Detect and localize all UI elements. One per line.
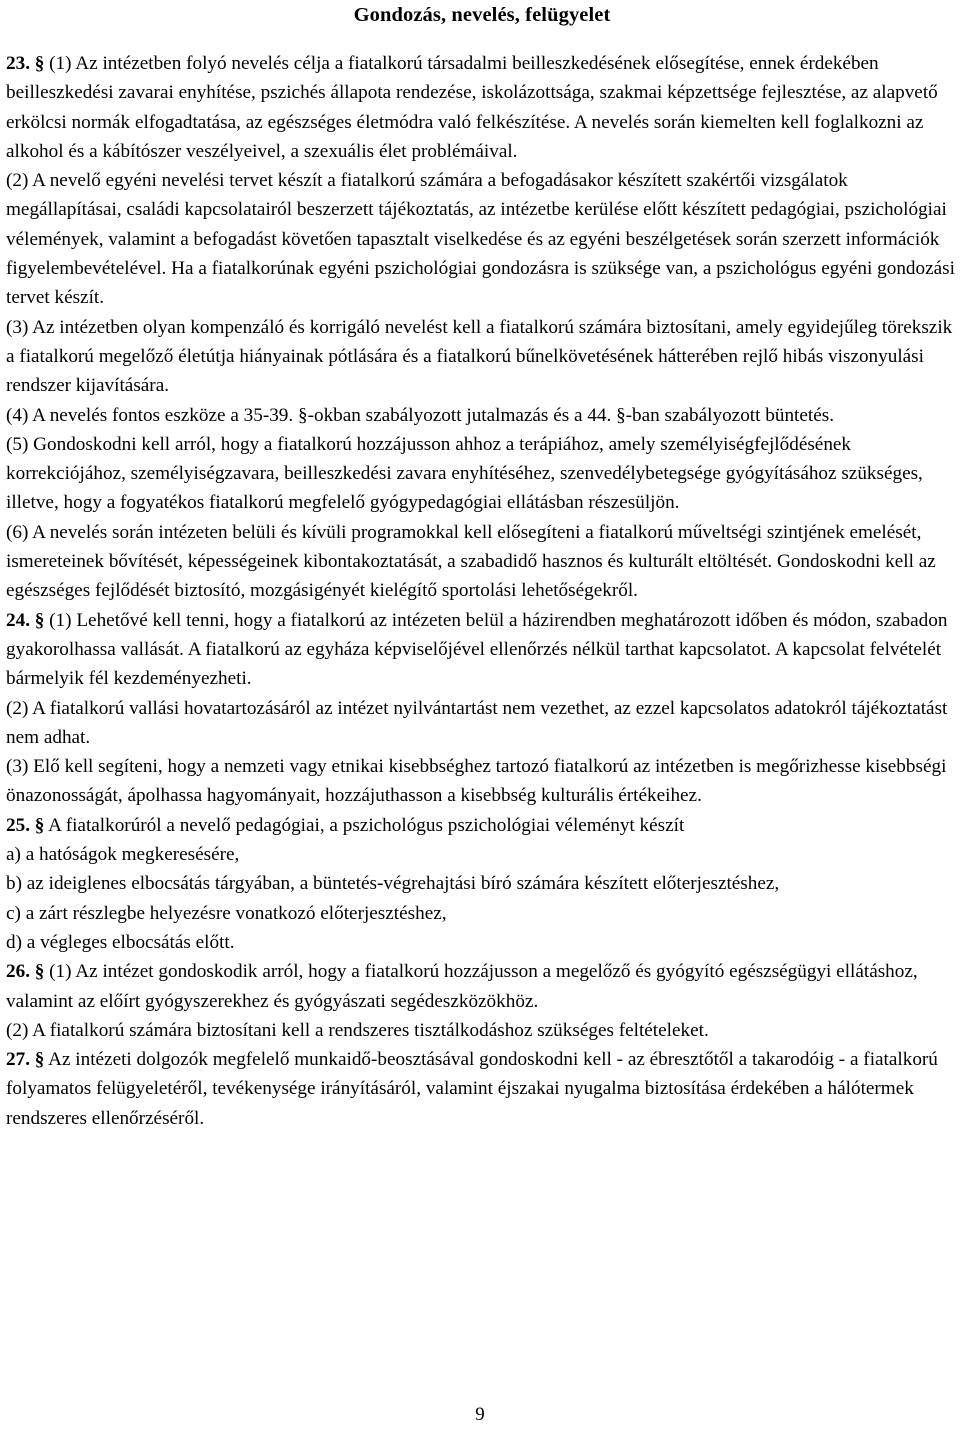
paragraph-26-1-text: (1) Az intézet gondoskodik arról, hogy a fiatalkorú hozzájusson a megelőző és gyógyító egészségügyi ellátáshoz, valamint az előírt gyógyszerekhez és gyógyászati segédeszközökhöz. xyxy=(6,961,918,1012)
paragraph-24-2: (2) A fiatalkorú vallási hovatartozásáról az intézet nyilvántartást nem vezethet, az ezzel kapcsolatos adatokról tájékoztatást nem adhat. xyxy=(6,697,948,748)
paragraph-26-2: (2) A fiatalkorú számára biztosítani kell a rendszeres tisztálkodáshoz szükséges feltételeket. xyxy=(6,1019,709,1041)
section-heading: Gondozás, nevelés, felügyelet xyxy=(353,4,611,26)
paragraph-26-1 xyxy=(6,957,958,1016)
paragraph-25-intro xyxy=(6,811,958,840)
document-body xyxy=(6,49,958,1133)
paragraph-23-1-text: (1) Az intézetben folyó nevelés célja a fiatalkorú társadalmi beilleszkedésének elősegítése, ennek érdekében beilleszkedési zavarai enyhítése, pszichés állapota rendezése, iskolázottsága, szakmai képzettsége fejlesztése, az alapvető erkölcsi normák elfogadtatása, az egészséges életmódra való felkészítése. xyxy=(6,53,938,133)
list-item-25-a: a) a hatóságok megkeresésére, xyxy=(6,844,240,866)
paragraph-23-5: (5) Gondoskodni kell arról, hogy a fiatalkorú hozzájusson ahhoz a terápiához, amely személyiségfejlődésének korrekciójához, személyiségzavara, beilleszkedési zavara enyhítéséhez, szenvedélybetegsége gyógyításához szükséges, illetve, hogy a fogyatékos fiatalkorú megfelelő gyógypedagógiai ellátásban részesüljön. xyxy=(6,433,923,514)
paragraph-24-3: (3) Elő kell segíteni, hogy a nemzeti vagy etnikai kisebbséghez tartozó fiatalkorú az intézetben is megőrizhesse kisebbségi önazonosságát, ápolhassa hagyományait, hozzájuthasson a kisebbség kulturális értékeihez. xyxy=(6,756,947,807)
paragraph-24-1-text: (1) Lehetővé kell tenni, hogy a fiatalkorú az intézeten belül a házirendben meghatározott időben és módon, szabadon gyakorolhassa vallását. A fiatalkorú az egyháza képviselőjével ellenőrzés nélkül tarthat kapcsolatot. A kapcsolat felvételét bármelyik fél kezdeményezheti. xyxy=(6,609,948,690)
list-item-25-b: b) az ideiglenes elbocsátás tárgyában, a büntetés-végrehajtási bíró számára készített előterjesztéshez, xyxy=(6,873,780,895)
paragraph-25-intro-text: A fiatalkorúról a nevelő pedagógiai, a pszichológus pszichológiai véleményt készít xyxy=(44,814,685,836)
document-page xyxy=(6,0,958,1133)
section-number-24: 24. § xyxy=(6,609,45,631)
section-number-26: 26. § xyxy=(6,961,45,983)
section-number-23: 23. § xyxy=(6,53,45,74)
list-item-25-d: d) a végleges elbocsátás előtt. xyxy=(6,931,235,953)
paragraph-23-1-text-b: A nevelés során kiemelten kell foglalkozni az alkohol és a kábítószer veszélyeivel, a szexuális élet problémáival. xyxy=(6,111,924,162)
section-number-25: 25. § xyxy=(6,814,45,836)
paragraph-24-1 xyxy=(6,606,958,694)
section-number-27: 27. § xyxy=(6,1049,45,1071)
paragraph-27-text: Az intézeti dolgozók megfelelő munkaidő-beosztásával gondoskodni kell - az ébresztőtől a takarodóig - a fiatalkorú folyamatos felügyeletéről, tevékenysége irányításáról, valamint éjszakai nyugalma biztosítása érdekében a hálótermek rendszeres ellenőrzéséről. xyxy=(6,1049,938,1129)
paragraph-27 xyxy=(6,1045,958,1133)
paragraph-23-6: (6) A nevelés során intézeten belüli és kívüli programokkal kell elősegíteni a fiatalkorú műveltségi szintjének emelését, ismereteinek bővítését, képességeinek kibontakoztatását, a szabadidő hasznos és kulturált eltöltését. Gondoskodni kell az egészséges fejlődését biztosító, mozgásigényét kielégítő sportolási lehetőségekről. xyxy=(6,521,936,602)
paragraph-23-3: (3) Az intézetben olyan kompenzáló és korrigáló nevelést kell a fiatalkorú számára biztosítani, amely egyidejűleg törekszik a fiatalkorú megelőző életútja hiányainak pótlására és a fiatalkorú bűnelkövetésének hátterében rejlő hibás viszonyulási rendszer kijavítására. xyxy=(6,316,953,397)
paragraph-23-2: (2) A nevelő egyéni nevelési tervet készít a fiatalkorú számára a befogadásakor készített szakértői vizsgálatok megállapításai, családi kapcsolatairól beszerzett tájékoztatás, az intézetbe kerülése előtt készített pedagógiai, pszichológiai vélemények, valamint a befogadást követően tapasztalt viselkedése és az egyéni beszélgetések során szerzett információk figyelembevételével. Ha a fiatalkorúnak egyéni pszichológiai gondozásra is szüksége van, a pszichológus egyéni gondozási tervet készít. xyxy=(6,170,955,309)
list-item-25-c: c) a zárt részlegbe helyezésre vonatkozó előterjesztéshez, xyxy=(6,902,447,924)
paragraph-23-4: (4) A nevelés fontos eszköze a 35-39. §-okban szabályozott jutalmazás és a 44. §-ban szabályozott büntetés. xyxy=(6,404,834,426)
paragraph-23-1 xyxy=(6,49,958,166)
page-number: 9 xyxy=(475,1404,485,1425)
